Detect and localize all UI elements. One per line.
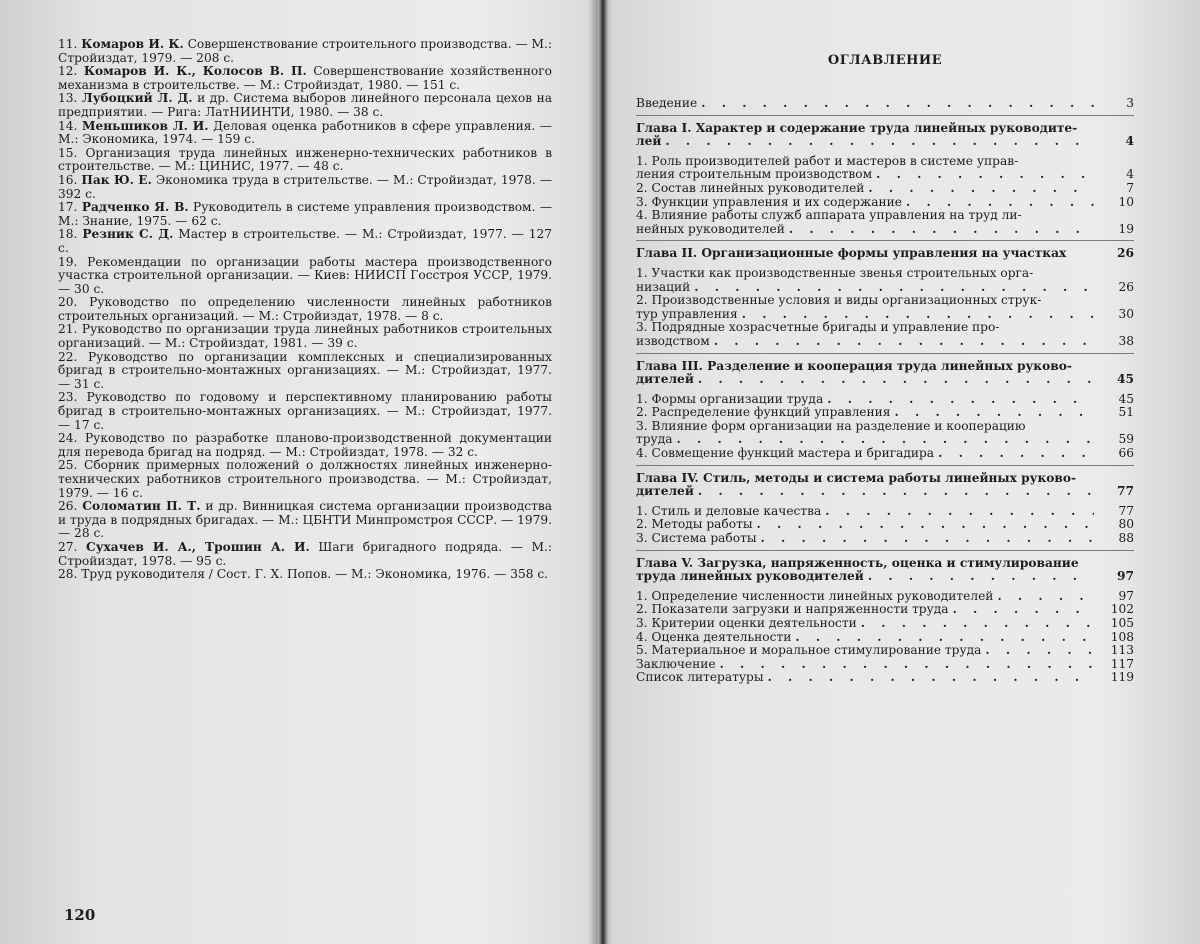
toc-entry bbox=[636, 267, 1134, 294]
toc-line-text: 1. Роль производителей работ и мастеров в системе управ- bbox=[636, 153, 1019, 168]
toc-line bbox=[636, 518, 1134, 532]
toc-entry bbox=[636, 321, 1134, 348]
toc-page-number: 30 bbox=[1118, 306, 1134, 321]
toc-line-text: 3. Критерии оценки деятельности bbox=[636, 616, 857, 630]
toc-entry bbox=[636, 155, 1134, 182]
reference-text: Руководство по организации труда линейных работников строительных организаций. — М.: Стройиздат, 1981. — 39 с. bbox=[58, 322, 553, 351]
reference-list bbox=[58, 38, 552, 582]
toc-divider bbox=[636, 115, 1134, 116]
toc-line bbox=[636, 420, 1134, 434]
reference-number: 19. bbox=[58, 254, 78, 269]
toc-line bbox=[636, 360, 1134, 374]
toc-line bbox=[636, 155, 1134, 169]
toc-line-text: Глава IV. Стиль, методы и система работы линейных руково- bbox=[636, 470, 1077, 485]
reference-item bbox=[58, 65, 552, 92]
reference-item bbox=[58, 459, 552, 500]
toc-line bbox=[636, 671, 1134, 685]
reference-item bbox=[58, 174, 552, 201]
toc-line bbox=[636, 321, 1134, 335]
toc-line bbox=[636, 209, 1134, 223]
toc-page-number: 77 bbox=[1118, 503, 1134, 518]
toc-entry bbox=[636, 658, 1134, 672]
toc-entry bbox=[636, 671, 1134, 685]
toc-line-text: ления строительным производством bbox=[636, 167, 873, 182]
toc-entry bbox=[636, 196, 1134, 210]
toc-leader-dots bbox=[768, 671, 1094, 685]
reference-number: 15. bbox=[58, 145, 78, 160]
toc-leader-dots bbox=[714, 335, 1094, 349]
toc-line-text: 2. Состав линейных руководителей bbox=[636, 180, 865, 195]
toc-line-text: лей bbox=[636, 134, 662, 149]
reference-number: 25. bbox=[58, 458, 78, 473]
reference-number: 28. bbox=[58, 567, 78, 582]
reference-item bbox=[58, 228, 552, 255]
toc-line bbox=[636, 335, 1134, 349]
toc-line bbox=[636, 447, 1134, 461]
reference-number: 18. bbox=[58, 227, 78, 242]
toc-line-text: Глава I. Характер и содержание труда линейных руководите- bbox=[636, 120, 1078, 135]
reference-text: Совершенствование хозяйственного механизма в строительстве. — М.: Стройиздат, 1980. — 151 с. bbox=[58, 64, 552, 92]
reference-text: и др. Винницкая система организации производства и труда в подрядных бригадах. — М.: ЦБНТИ Минпромстроя СССР. — 1979. — 28 с. bbox=[58, 499, 552, 541]
toc-leader-dots bbox=[795, 631, 1094, 645]
toc-line-text: 4. Оценка деятельности bbox=[636, 629, 792, 644]
reference-number: 14. bbox=[58, 118, 78, 133]
toc-line bbox=[636, 658, 1134, 672]
toc-chapter bbox=[636, 122, 1134, 149]
toc-line-text: Список литературы bbox=[636, 670, 764, 685]
toc-leader-dots bbox=[789, 223, 1094, 237]
toc-page-number: 4 bbox=[1125, 134, 1134, 149]
reference-authors: Комаров И. К. bbox=[81, 37, 184, 51]
reference-authors: Пак Ю. Е. bbox=[81, 172, 152, 187]
reference-text: Рекомендации по организации работы мастера производственного участка строительной организации. — Киев: НИИСП Госстроя УССР, 1979. — 30 с. bbox=[58, 254, 553, 296]
reference-text: Руководство по разработке планово-производственной документации для перевода бригад на подряд. — М.: Стройиздат, 1978. — 32 с. bbox=[58, 431, 553, 459]
toc-line bbox=[636, 223, 1134, 237]
toc-page-number: 45 bbox=[1117, 372, 1134, 387]
toc-line bbox=[636, 168, 1134, 182]
reference-item bbox=[58, 432, 552, 459]
toc-page-number: 108 bbox=[1110, 629, 1134, 644]
toc-line bbox=[636, 590, 1134, 604]
right-page bbox=[636, 48, 1134, 908]
reference-item bbox=[58, 147, 552, 174]
toc-entry bbox=[636, 447, 1134, 461]
toc-line-text: дителей bbox=[636, 372, 694, 387]
reference-item bbox=[58, 323, 552, 350]
reference-number: 20. bbox=[58, 295, 78, 310]
toc-line-text: 2. Показатели загрузки и напряженности труда bbox=[636, 602, 949, 617]
left-page bbox=[58, 38, 552, 918]
reference-authors: Лубоцкий Л. Д. bbox=[81, 91, 193, 106]
toc-leader-dots bbox=[720, 658, 1094, 672]
toc-leader-dots bbox=[868, 570, 1094, 584]
toc-line-text: труда bbox=[636, 432, 673, 447]
toc-title: ОГЛАВЛЕНИЕ bbox=[827, 53, 943, 68]
toc-line-text: Глава II. Организационные формы управления на участках bbox=[636, 246, 1067, 261]
toc-entry bbox=[636, 420, 1134, 447]
toc-leader-dots bbox=[827, 393, 1094, 407]
toc-page-number: 102 bbox=[1110, 602, 1134, 617]
reference-number: 16. bbox=[58, 172, 78, 187]
toc-leader-dots bbox=[997, 590, 1094, 604]
toc-page-number: 38 bbox=[1118, 333, 1134, 348]
reference-authors: Сухачев И. А., Трошин А. И. bbox=[86, 539, 310, 554]
toc-leader-dots bbox=[861, 617, 1094, 631]
toc-entry bbox=[636, 505, 1134, 519]
toc-line bbox=[636, 308, 1134, 322]
toc-page-number: 97 bbox=[1117, 569, 1134, 584]
reference-authors: Соломатин П. Т. bbox=[82, 499, 201, 514]
toc-leader-dots bbox=[701, 97, 1094, 111]
toc-leader-dots bbox=[953, 603, 1094, 617]
reference-number: 27. bbox=[58, 539, 78, 554]
toc-page-number: 7 bbox=[1126, 180, 1134, 195]
toc-chapter bbox=[636, 557, 1134, 584]
toc-page-number: 51 bbox=[1118, 405, 1134, 420]
reference-item bbox=[58, 296, 552, 323]
toc-line bbox=[636, 97, 1134, 111]
toc-line-text: низаций bbox=[636, 279, 691, 294]
toc-line bbox=[636, 373, 1134, 387]
toc-line bbox=[636, 267, 1134, 281]
toc-page-number: 10 bbox=[1118, 194, 1134, 209]
toc-line-text: 3. Влияние форм организации на разделение и кооперацию bbox=[636, 418, 1026, 433]
toc-line bbox=[636, 294, 1134, 308]
toc-line-text: изводством bbox=[636, 333, 710, 348]
reference-item bbox=[58, 351, 552, 392]
toc-page-number: 80 bbox=[1118, 517, 1134, 532]
toc-line bbox=[636, 247, 1134, 261]
reference-text: Шаги бригадного подряда. — М.: Стройиздат, 1978. — 95 с. bbox=[58, 539, 552, 568]
book-gutter bbox=[598, 0, 608, 944]
toc-leader-dots bbox=[894, 406, 1094, 420]
toc-leader-dots bbox=[938, 447, 1094, 461]
toc-page-number: 19 bbox=[1118, 221, 1134, 236]
toc-entry bbox=[636, 182, 1134, 196]
reference-item bbox=[58, 120, 552, 147]
toc-line-text: 2. Производственные условия и виды организационных струк- bbox=[636, 293, 1042, 308]
toc-entry bbox=[636, 617, 1134, 631]
reference-item bbox=[58, 38, 552, 65]
toc-line bbox=[636, 472, 1134, 486]
toc-leader-dots bbox=[876, 168, 1094, 182]
toc-leader-dots bbox=[677, 433, 1095, 447]
toc-entry bbox=[636, 603, 1134, 617]
reference-authors: Резник С. Д. bbox=[82, 227, 174, 242]
reference-number: 23. bbox=[58, 390, 78, 405]
toc-line bbox=[636, 644, 1134, 658]
toc-leader-dots bbox=[825, 505, 1094, 519]
reference-number: 22. bbox=[58, 349, 78, 364]
reference-text: Мастер в строительстве. — М.: Стройиздат, 1977. — 127 с. bbox=[58, 227, 552, 255]
toc-line-text: Глава V. Загрузка, напряженность, оценка и стимулирование bbox=[636, 555, 1079, 570]
toc-entry bbox=[636, 97, 1134, 111]
toc-line bbox=[636, 135, 1134, 149]
toc-divider bbox=[636, 353, 1134, 354]
toc-line-text: Заключение bbox=[636, 656, 716, 671]
toc-divider bbox=[636, 465, 1134, 466]
toc-chapter bbox=[636, 247, 1134, 261]
reference-number: 24. bbox=[58, 431, 78, 446]
toc-page-number: 105 bbox=[1110, 616, 1134, 630]
toc-page-number: 113 bbox=[1110, 643, 1134, 658]
toc-page-number: 26 bbox=[1118, 279, 1134, 294]
reference-number: 17. bbox=[58, 200, 78, 215]
reference-text: Экономика труда в стрительстве. — М.: Стройиздат, 1978. — 392 с. bbox=[58, 172, 553, 201]
toc-page-number: 66 bbox=[1118, 446, 1134, 461]
toc-page-number: 117 bbox=[1110, 656, 1134, 671]
reference-text: Руководитель в системе управления производством. — М.: Знание, 1975. — 62 с. bbox=[58, 200, 553, 228]
toc-entry bbox=[636, 644, 1134, 658]
toc-page-number: 88 bbox=[1118, 531, 1134, 546]
reference-item bbox=[58, 391, 552, 432]
toc-chapter bbox=[636, 360, 1134, 387]
toc-page-number: 77 bbox=[1117, 484, 1134, 499]
toc-line-text: 2. Распределение функций управления bbox=[636, 405, 891, 420]
toc-line bbox=[636, 532, 1134, 546]
toc-leader-dots bbox=[698, 485, 1094, 499]
reference-number: 21. bbox=[58, 322, 78, 337]
toc-line bbox=[636, 485, 1134, 499]
toc-entry bbox=[636, 209, 1134, 236]
toc-line bbox=[636, 570, 1134, 584]
toc-leader-dots bbox=[698, 373, 1094, 387]
toc-leader-dots bbox=[985, 644, 1094, 658]
reference-item bbox=[58, 201, 552, 228]
toc-line-text: дителей bbox=[636, 484, 694, 499]
reference-text: Руководство по организации комплексных и специализированных бригад в строительно-монтажных организациях. — М.: Стройиздат, 1977. — 31 с. bbox=[58, 349, 553, 391]
reference-text: Руководство по годовому и перспективному планированию работы бригад в строительно-монтажных организациях. — М.: Стройиздат, 1977. — 17 с. bbox=[58, 390, 553, 432]
toc-line-text: 3. Подрядные хозрасчетные бригады и управление про- bbox=[636, 320, 1000, 335]
toc-line bbox=[636, 603, 1134, 617]
toc-line bbox=[636, 406, 1134, 420]
toc-line-text: труда линейных руководителей bbox=[636, 569, 864, 584]
toc-page-number: 97 bbox=[1118, 588, 1134, 603]
toc-entry bbox=[636, 294, 1134, 321]
toc-page-number: 45 bbox=[1118, 391, 1134, 406]
toc-leader-dots bbox=[665, 135, 1094, 149]
page-number: 120 bbox=[64, 906, 96, 924]
toc-line-text: 1. Стиль и деловые качества bbox=[636, 503, 822, 518]
toc-divider bbox=[636, 240, 1134, 241]
toc-line bbox=[636, 393, 1134, 407]
toc-page-number: 26 bbox=[1117, 246, 1134, 261]
toc-page-number: 59 bbox=[1118, 432, 1134, 447]
reference-text: Организация труда линейных инженерно-технических работников в строительстве. — М.: ЦИНИС, 1977. — 48 с. bbox=[58, 145, 552, 174]
toc-leader-dots bbox=[742, 308, 1094, 322]
reference-authors: Комаров И. К., Колосов В. П. bbox=[83, 64, 307, 79]
reference-authors: Меньшиков Л. И. bbox=[81, 118, 209, 133]
toc-chapter bbox=[636, 472, 1134, 499]
toc-line-text: 3. Функции управления и их содержание bbox=[636, 194, 902, 209]
toc-line bbox=[636, 182, 1134, 196]
reference-authors: Радченко Я. В. bbox=[81, 200, 189, 215]
toc-line-text: 1. Формы организации труда bbox=[636, 391, 824, 406]
reference-text: Сборник примерных положений о должностях линейных инженерно-технических работников строительного производства. — М.: Стройиздат, 1979. — 16 с. bbox=[58, 458, 552, 500]
toc-line bbox=[636, 631, 1134, 645]
toc-line bbox=[636, 557, 1134, 571]
toc-line-text: 2. Методы работы bbox=[636, 517, 753, 532]
reference-text: Руководство по определению численности линейных работников строительных организаций. — М.: Стройиздат, 1978. — 8 с. bbox=[58, 295, 553, 323]
toc-line bbox=[636, 281, 1134, 295]
reference-text: Труд руководителя / Сост. Г. Х. Попов. — М.: Экономика, 1976. — 358 с. bbox=[81, 567, 549, 582]
reference-text: и др. Система выборов линейного персонала цехов на предприятии. — Рига: ЛатНИИНТИ, 1980. — 38 с. bbox=[58, 91, 552, 119]
toc-entry bbox=[636, 532, 1134, 546]
reference-item bbox=[58, 541, 552, 568]
toc-leader-dots bbox=[694, 281, 1094, 295]
toc-line-text: нейных руководителей bbox=[636, 221, 785, 236]
toc-entry bbox=[636, 590, 1134, 604]
toc-line bbox=[636, 196, 1134, 210]
toc-line-text: тур управления bbox=[636, 306, 738, 321]
toc-line-text: Введение bbox=[636, 96, 698, 110]
toc-page-number: 3 bbox=[1126, 96, 1134, 110]
toc-line-text: 3. Система работы bbox=[636, 531, 757, 546]
toc-line bbox=[636, 433, 1134, 447]
toc-entry bbox=[636, 406, 1134, 420]
toc-entry bbox=[636, 518, 1134, 532]
reference-number: 11. bbox=[58, 37, 78, 51]
toc-line-text: 5. Материальное и моральное стимулирование труда bbox=[636, 643, 982, 658]
toc-line-text: 4. Влияние работы служб аппарата управления на труд ли- bbox=[636, 208, 1022, 223]
reference-number: 26. bbox=[58, 499, 78, 514]
toc-entry bbox=[636, 393, 1134, 407]
toc-entry bbox=[636, 631, 1134, 645]
reference-item bbox=[58, 92, 552, 119]
reference-item bbox=[58, 500, 552, 541]
table-of-contents bbox=[636, 97, 1134, 685]
toc-leader-dots bbox=[906, 196, 1094, 210]
toc-line bbox=[636, 505, 1134, 519]
toc-line-text: 1. Определение численности линейных руководителей bbox=[636, 588, 994, 603]
toc-line-text: Глава III. Разделение и кооперация труда линейных руково- bbox=[636, 358, 1072, 373]
toc-leader-dots bbox=[761, 532, 1094, 546]
toc-divider bbox=[636, 550, 1134, 551]
toc-line bbox=[636, 122, 1134, 136]
reference-number: 12. bbox=[58, 64, 78, 79]
toc-page-number: 119 bbox=[1110, 670, 1134, 685]
reference-item bbox=[58, 568, 552, 582]
reference-item bbox=[58, 256, 552, 297]
reference-text: Деловая оценка работников в сфере управления. — М.: Экономика, 1974. — 159 с. bbox=[58, 118, 552, 147]
toc-page-number: 4 bbox=[1126, 167, 1134, 182]
reference-number: 13. bbox=[58, 91, 78, 106]
toc-line-text: 1. Участки как производственные звенья строительных орга- bbox=[636, 265, 1034, 280]
toc-line bbox=[636, 617, 1134, 631]
toc-leader-dots bbox=[757, 518, 1094, 532]
reference-text: Совершенствование строительного производства. — М.: Стройиздат, 1979. — 208 с. bbox=[58, 37, 552, 65]
toc-leader-dots bbox=[868, 182, 1094, 196]
toc-line-text: 4. Совмещение функций мастера и бригадира bbox=[636, 446, 935, 461]
